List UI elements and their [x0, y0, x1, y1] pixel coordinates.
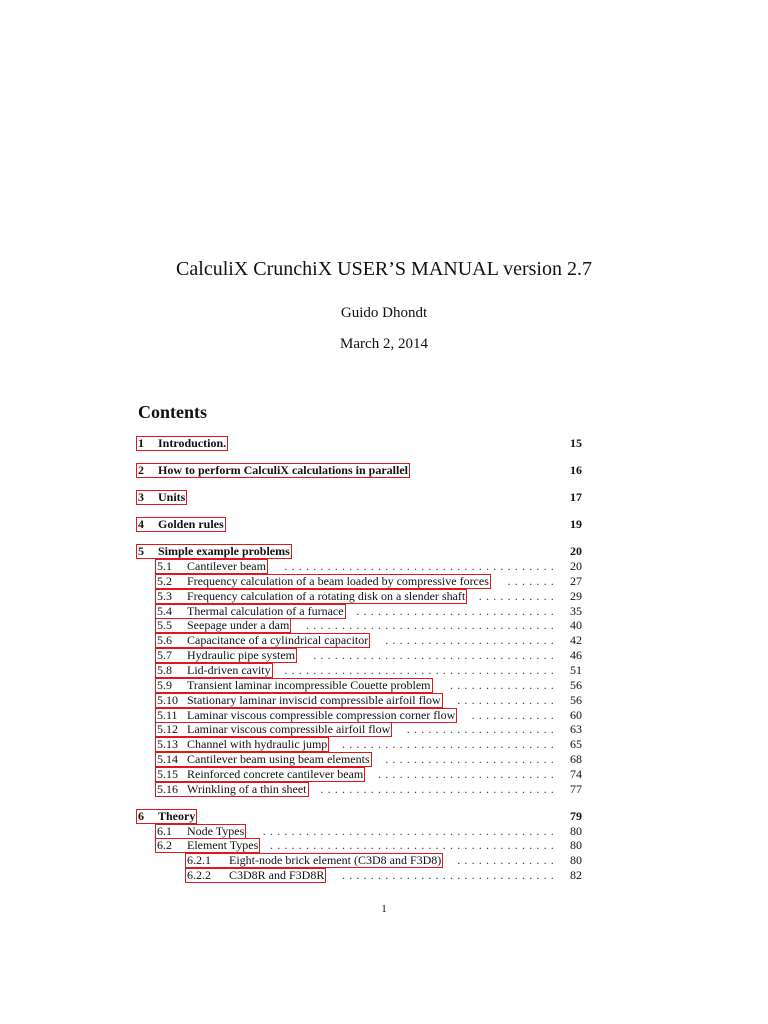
- toc-page-number: 40: [570, 618, 582, 633]
- toc-entry-number: 5.13: [157, 737, 178, 752]
- toc-leader-dots: ...................................: [306, 618, 558, 633]
- toc-section-row[interactable]: [0, 752, 768, 767]
- document-date: March 2, 2014: [340, 336, 428, 352]
- toc-page-number: 82: [570, 868, 582, 883]
- toc-entry-number: 5.11: [157, 707, 178, 722]
- toc-link[interactable]: [155, 737, 329, 752]
- page-number: 1: [381, 903, 387, 915]
- toc-section-row[interactable]: [0, 589, 768, 604]
- toc-entry-number: 6.2.1: [187, 853, 211, 868]
- toc-leader-dots: .................................: [320, 781, 558, 796]
- toc-link[interactable]: [155, 722, 392, 737]
- toc-entry-title: Golden rules: [158, 517, 224, 531]
- toc-leader-dots: ..................................: [313, 648, 558, 663]
- toc-page-number: 60: [570, 707, 582, 722]
- toc-page-number: 42: [570, 633, 582, 648]
- toc-entry-number: 5.5: [157, 618, 172, 633]
- toc-entry-number: 5.16: [157, 781, 178, 796]
- toc-page-number: 19: [570, 517, 582, 531]
- toc-link[interactable]: [136, 463, 410, 478]
- toc-entry-title: Node Types: [187, 823, 245, 838]
- toc-entry-title: Units: [158, 490, 186, 504]
- toc-section-row[interactable]: [0, 737, 768, 752]
- toc-link[interactable]: [155, 838, 260, 853]
- toc-link[interactable]: [155, 663, 273, 678]
- toc-entry-number: 5.8: [157, 662, 172, 677]
- toc-entry-title: C3D8R and F3D8R: [229, 868, 325, 883]
- toc-section-row[interactable]: [0, 824, 768, 839]
- toc-entry-number: 6.1: [157, 823, 172, 838]
- toc-section-row[interactable]: [0, 574, 768, 589]
- toc-link[interactable]: [136, 809, 197, 824]
- document-author: Guido Dhondt: [340, 305, 428, 321]
- toc-page-number: 27: [570, 573, 582, 588]
- toc-section-row[interactable]: [0, 618, 768, 633]
- toc-entry-title: Lid-driven cavity: [187, 662, 271, 677]
- toc-entry-number: 5.15: [157, 766, 178, 781]
- toc-section-row[interactable]: [0, 633, 768, 648]
- toc-entry-title: Element Types: [187, 838, 259, 853]
- toc-leader-dots: ........................: [385, 752, 558, 767]
- toc-entry-title: Introduction.: [158, 436, 227, 450]
- toc-link[interactable]: [185, 853, 443, 868]
- toc-link[interactable]: [155, 693, 443, 708]
- toc-chapter-row[interactable]: [0, 463, 768, 478]
- toc-entry-title: Wrinkling of a thin sheet: [187, 781, 307, 796]
- toc-entry-number: 5.6: [157, 633, 172, 648]
- toc-link[interactable]: [155, 604, 346, 619]
- toc-entry-title: Reinforced concrete cantilever beam: [187, 766, 364, 781]
- toc-leader-dots: ..............................: [342, 737, 558, 752]
- toc-leader-dots: ......................................: [284, 662, 558, 677]
- toc-entry-number: 6.2: [157, 838, 172, 853]
- toc-leader-dots: ..............: [457, 853, 558, 868]
- toc-entry-title: Cantilever beam using beam elements: [187, 752, 370, 767]
- toc-entry-title: Eight-node brick element (C3D8 and F3D8): [229, 853, 442, 868]
- toc-link[interactable]: [185, 868, 326, 883]
- toc-page-number: 29: [570, 588, 582, 603]
- toc-link[interactable]: [136, 436, 228, 451]
- toc-leader-dots: .........................................: [262, 823, 558, 838]
- toc-chapter-row[interactable]: [0, 517, 768, 532]
- toc-leader-dots: ............................: [356, 603, 558, 618]
- toc-leader-dots: .....................: [406, 722, 558, 737]
- toc-entry-title: Seepage under a dam: [187, 618, 290, 633]
- toc-section-row[interactable]: [0, 838, 768, 853]
- toc-link[interactable]: [155, 752, 372, 767]
- toc-section-row[interactable]: [0, 767, 768, 782]
- toc-page-number: 79: [570, 808, 582, 823]
- toc-chapter-row[interactable]: [0, 809, 768, 824]
- toc-page-number: 74: [570, 766, 582, 781]
- contents-heading: Contents: [138, 402, 208, 422]
- toc-entry-number: 5.1: [157, 559, 172, 573]
- toc-page-number: 63: [570, 722, 582, 737]
- toc-page-number: 77: [570, 781, 582, 796]
- toc-leader-dots: ...............: [450, 677, 558, 692]
- toc-leader-dots: .......: [507, 573, 558, 588]
- toc-entry-number: 5.4: [157, 603, 172, 618]
- toc-entry-title: How to perform CalculiX calculations in parallel: [158, 463, 408, 477]
- toc-section-row[interactable]: [0, 678, 768, 693]
- toc-entry-number: 5.9: [157, 677, 172, 692]
- toc-section-row[interactable]: [0, 663, 768, 678]
- toc-link[interactable]: [155, 618, 291, 633]
- toc-entry-number: 5.12: [157, 722, 178, 737]
- toc-page-number: 20: [570, 559, 582, 573]
- toc-leader-dots: ........................................: [270, 838, 558, 853]
- toc-page-number: 35: [570, 603, 582, 618]
- toc-leader-dots: ...........: [478, 588, 558, 603]
- toc-entry-number: 5.14: [157, 752, 178, 767]
- toc-section-row[interactable]: [0, 708, 768, 723]
- toc-chapter-row[interactable]: [0, 544, 768, 559]
- toc-section-row[interactable]: [0, 559, 768, 574]
- toc-link[interactable]: [155, 678, 433, 693]
- toc-page-number: 17: [570, 490, 582, 504]
- toc-entry-title: Frequency calculation of a rotating disk on a slender shaft: [187, 588, 466, 603]
- toc-entry-number: 5: [138, 544, 144, 558]
- toc-leader-dots: ........................: [385, 633, 558, 648]
- toc-entry-number: 6: [138, 808, 144, 823]
- toc-link[interactable]: [155, 708, 457, 723]
- toc-entry-title: Theory: [158, 808, 196, 823]
- toc-page-number: 56: [570, 692, 582, 707]
- toc-page-number: 65: [570, 737, 582, 752]
- toc-entry-title: Stationary laminar inviscid compressible airfoil flow: [187, 692, 441, 707]
- toc-section-row[interactable]: [0, 648, 768, 663]
- toc-link[interactable]: [155, 824, 246, 839]
- toc-page-number: 80: [570, 838, 582, 853]
- toc-link[interactable]: [136, 490, 187, 505]
- toc-link[interactable]: [136, 544, 292, 559]
- toc-entry-title: Laminar viscous compressible compression corner flow: [187, 707, 456, 722]
- toc-entry-title: Frequency calculation of a beam loaded by compressive forces: [187, 573, 489, 588]
- toc-leader-dots: .........................: [378, 766, 558, 781]
- toc-entry-number: 5.2: [157, 573, 172, 588]
- toc-entry-number: 5.3: [157, 588, 172, 603]
- toc-chapter-row[interactable]: [0, 490, 768, 505]
- toc-entry-title: Simple example problems: [158, 544, 290, 558]
- toc-entry-number: 3: [138, 490, 144, 504]
- toc-entry-number: 5.10: [157, 692, 178, 707]
- toc-link[interactable]: [155, 767, 365, 782]
- toc-link[interactable]: [155, 648, 297, 663]
- toc-entry-title: Hydraulic pipe system: [187, 648, 295, 663]
- toc-section-row[interactable]: [0, 722, 768, 737]
- toc-link[interactable]: [155, 782, 309, 797]
- toc-page-number: 80: [570, 823, 582, 838]
- document-title: CalculiX CrunchiX USER’S MANUAL version 2.7: [176, 258, 592, 280]
- toc-link[interactable]: [155, 589, 467, 604]
- toc-leader-dots: ..............................: [342, 868, 558, 883]
- toc-chapter-row[interactable]: [0, 436, 768, 451]
- toc-entry-number: 4: [138, 517, 144, 531]
- toc-link[interactable]: [155, 559, 268, 574]
- toc-page-number: 56: [570, 677, 582, 692]
- toc-link[interactable]: [136, 517, 226, 532]
- toc-entry-title: Channel with hydraulic jump: [187, 737, 328, 752]
- toc-entry-number: 5.7: [157, 648, 172, 663]
- toc-entry-title: Capacitance of a cylindrical capacitor: [187, 633, 369, 648]
- toc-page-number: 16: [570, 463, 582, 477]
- toc-section-row[interactable]: [0, 853, 768, 868]
- toc-section-row[interactable]: [0, 604, 768, 619]
- toc-page-number: 68: [570, 752, 582, 767]
- toc-section-row[interactable]: [0, 693, 768, 708]
- toc-page-number: 20: [570, 544, 582, 558]
- toc-entry-number: 1: [138, 436, 144, 450]
- toc-entry-title: Cantilever beam: [187, 559, 266, 573]
- toc-link[interactable]: [155, 574, 491, 589]
- toc-entry-title: Laminar viscous compressible airfoil flow: [187, 722, 391, 737]
- toc-leader-dots: ......................................: [284, 559, 558, 573]
- toc-link[interactable]: [155, 633, 370, 648]
- toc-section-row[interactable]: [0, 868, 768, 883]
- toc-leader-dots: ............: [471, 707, 558, 722]
- toc-page-number: 15: [570, 436, 582, 450]
- toc-page-number: 51: [570, 662, 582, 677]
- toc-page-number: 46: [570, 648, 582, 663]
- toc-entry-title: Transient laminar incompressible Couette problem: [187, 677, 431, 692]
- toc-entry-title: Thermal calculation of a furnace: [187, 603, 344, 618]
- toc-page-number: 80: [570, 853, 582, 868]
- toc-section-row[interactable]: [0, 782, 768, 797]
- toc-leader-dots: ..............: [457, 692, 558, 707]
- toc-entry-number: 2: [138, 463, 144, 477]
- toc-entry-number: 6.2.2: [187, 868, 211, 883]
